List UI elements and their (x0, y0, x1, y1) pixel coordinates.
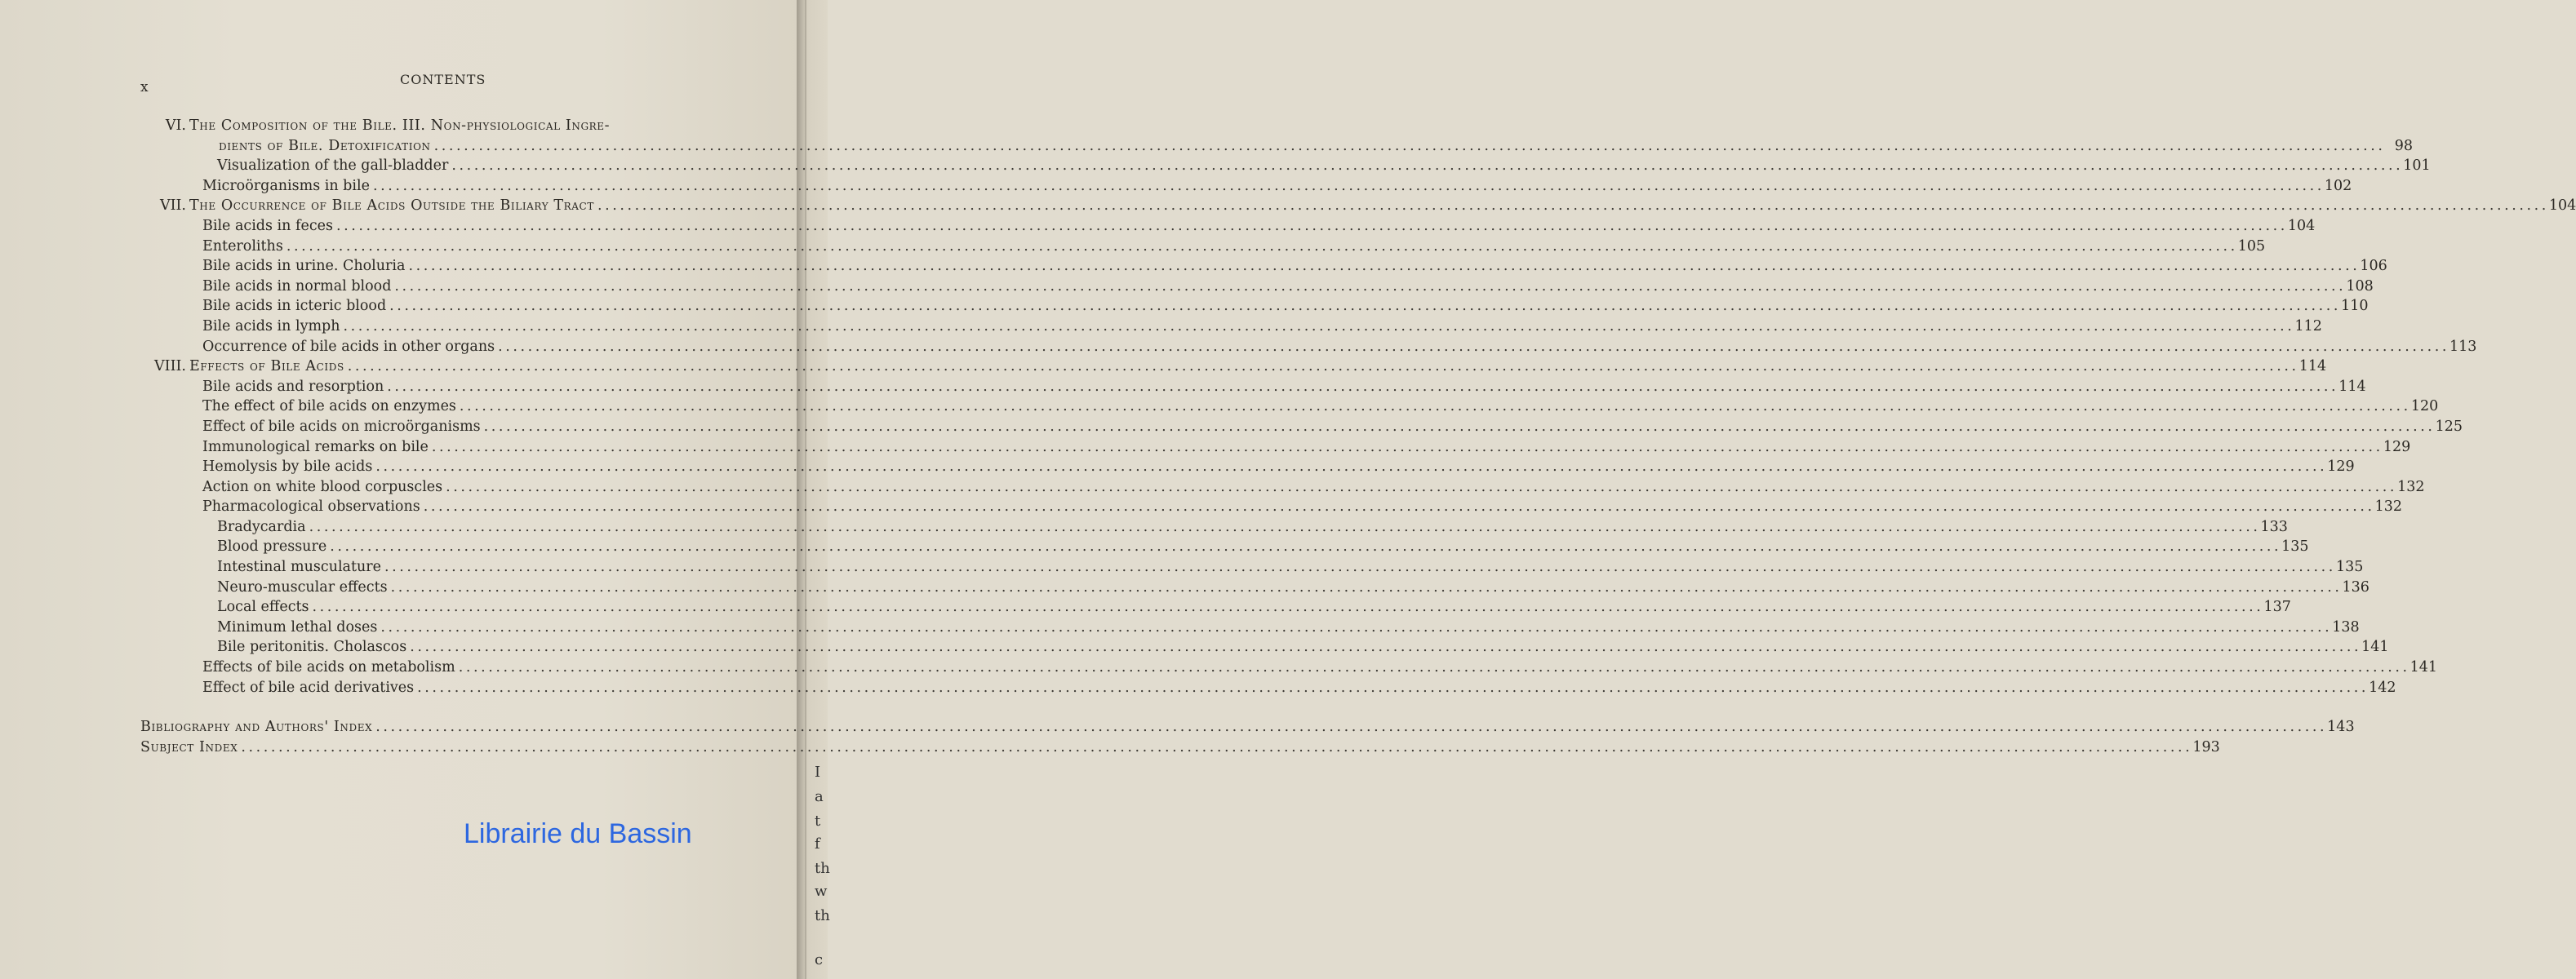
chapter-number: VII. (159, 197, 186, 215)
page-ref: 143 (2327, 719, 2355, 736)
chapter-title: The Composition of the Bile. III. Non-physiological Ingre- (189, 117, 611, 134)
entry-title: Bile acids in feces (202, 217, 333, 234)
toc-entry (140, 417, 2463, 437)
entry-title: Microörganisms in bile (202, 177, 370, 194)
entry-title: Visualization of the gall-bladder (217, 157, 449, 175)
page-ref: 142 (2369, 679, 2396, 696)
toc-entry (140, 457, 2355, 477)
toc-entry (140, 437, 2411, 458)
toc-chapter-entry (140, 357, 2327, 377)
adjacent-page-fragment: I (815, 764, 821, 781)
entry-title: Bile acids in normal blood (202, 277, 392, 295)
page-ref: 112 (2294, 317, 2322, 334)
dot-leader (391, 578, 2338, 598)
toc-entry (140, 658, 2438, 678)
chapter-number: VIII. (154, 358, 186, 375)
dot-leader (408, 256, 2356, 277)
running-head: CONTENTS (400, 72, 486, 87)
page-ref: 101 (2403, 157, 2431, 175)
page-ref: 133 (2260, 518, 2288, 535)
dot-leader (424, 497, 2371, 517)
entry-title: The effect of bile acids on enzymes (202, 398, 456, 415)
page-ref: 132 (2397, 478, 2425, 495)
page-ref: 113 (2449, 338, 2477, 355)
dot-leader (384, 557, 2332, 578)
page-ref: 120 (2410, 398, 2439, 415)
page-ref: 135 (2335, 559, 2364, 576)
chapter-title: The Occurrence of Bile Acids Outside the Biliary Tract (189, 197, 594, 215)
toc-entry (140, 176, 2352, 197)
page-number: x (140, 79, 149, 95)
dot-leader (380, 618, 2328, 638)
page-ref: 98 (2394, 137, 2413, 154)
dot-leader (313, 597, 2260, 618)
seller-watermark: Librairie du Bassin (464, 818, 692, 849)
dot-leader (387, 377, 2334, 397)
dot-leader (375, 717, 2323, 738)
page-ref: 129 (2383, 438, 2411, 455)
page-ref: 125 (2435, 418, 2463, 435)
entry-title: Neuro-muscular effects (217, 578, 388, 596)
adjacent-page-fragment: t (815, 813, 821, 830)
page-ref: 138 (2332, 618, 2360, 636)
dot-leader (394, 277, 2342, 297)
toc-entry (140, 216, 2316, 237)
toc-entry (140, 296, 2369, 317)
dot-leader (446, 477, 2393, 498)
toc-entry (140, 477, 2425, 498)
adjacent-page-fragment: w (815, 883, 828, 900)
dot-leader (451, 156, 2399, 176)
dot-leader (241, 738, 2188, 758)
toc-entry (140, 377, 2366, 397)
dot-leader (432, 437, 2379, 458)
toc-entry (140, 317, 2322, 337)
chapter-title: Effects of Bile Acids (189, 358, 344, 375)
dot-leader (417, 678, 2365, 698)
entry-title: Effects of bile acids on metabolism (202, 659, 455, 676)
page-ref: 106 (2360, 258, 2387, 275)
adjacent-page-fragment: f (815, 835, 820, 853)
toc-entry (140, 277, 2374, 297)
dot-leader (330, 537, 2277, 557)
table-of-contents (140, 116, 2576, 757)
dot-leader (410, 637, 2357, 658)
entry-title: Bradycardia (217, 518, 306, 535)
entry-title: Effect of bile acid derivatives (202, 679, 415, 696)
dot-leader (344, 317, 2291, 337)
toc-subentry (140, 578, 2369, 598)
entry-title: Immunological remarks on bile (202, 438, 429, 455)
page-ref: 193 (2192, 738, 2220, 755)
dot-leader (460, 396, 2407, 417)
dot-leader (286, 237, 2234, 257)
entry-title: Bile peritonitis. Cholascos (217, 639, 407, 656)
toc-chapter-continuation (140, 136, 2413, 157)
dot-leader (434, 136, 2382, 157)
page-ref: 132 (2374, 498, 2403, 516)
toc-subentry (140, 537, 2309, 557)
page-ref: 129 (2327, 458, 2355, 476)
dot-leader (375, 457, 2323, 477)
entry-title: Occurrence of bile acids in other organs (202, 338, 495, 355)
toc-entry (140, 497, 2403, 517)
section-gap (140, 698, 754, 717)
toc-entry (140, 237, 2266, 257)
entry-title: Subject Index (140, 738, 238, 755)
dot-leader (389, 296, 2337, 317)
dot-leader (597, 196, 2545, 216)
toc-entry (140, 256, 2387, 277)
entry-title: Hemolysis by bile acids (202, 458, 373, 476)
page-ref: 136 (2342, 578, 2369, 596)
page-ref: 141 (2409, 659, 2438, 676)
entry-title: Bile acids in icteric blood (202, 298, 387, 315)
dot-leader (348, 357, 2295, 377)
dot-leader (373, 176, 2321, 197)
entry-title: Intestinal musculature (217, 559, 382, 576)
entry-title: Effect of bile acids on microörganisms (202, 418, 481, 435)
toc-back-matter-entry (140, 738, 2220, 758)
entry-title: Local effects (217, 599, 309, 616)
toc-subentry (140, 637, 2389, 658)
page-ref: 137 (2263, 599, 2291, 616)
entry-title: Pharmacological observations (202, 498, 420, 516)
toc-subentry (140, 618, 2360, 638)
page-ref: 141 (2361, 639, 2389, 656)
adjacent-page-fragment: th (815, 907, 830, 924)
page-ref: 104 (2548, 197, 2576, 215)
toc-entry (140, 396, 2439, 417)
toc-subentry (140, 517, 2288, 538)
entry-title: Bibliography and Authors' Index (140, 719, 373, 736)
entry-title: Minimum lethal doses (217, 618, 378, 636)
page-ref: 114 (2298, 358, 2327, 375)
adjacent-page-fragment: th (815, 860, 830, 877)
page-ref: 108 (2346, 277, 2374, 295)
entry-title: Enteroliths (202, 237, 283, 255)
toc-subentry (140, 597, 2291, 618)
toc-chapter-entry (140, 116, 754, 136)
toc-chapter-entry (140, 196, 2576, 216)
toc-entry (140, 156, 2431, 176)
toc-entry (140, 678, 2396, 698)
toc-subentry (140, 557, 2364, 578)
entry-title: Blood pressure (217, 538, 327, 556)
entry-title: Bile acids and resorption (202, 378, 384, 395)
chapter-title-continued: dients of Bile. Detoxification (219, 137, 431, 154)
dot-leader (336, 216, 2284, 237)
page-ref: 135 (2281, 538, 2309, 556)
chapter-number: VI. (165, 117, 186, 134)
toc-entry (140, 337, 2477, 357)
page-ref: 105 (2237, 237, 2266, 255)
dot-leader (459, 658, 2406, 678)
entry-title: Action on white blood corpuscles (202, 478, 443, 495)
adjacent-page-fragment: a (815, 788, 824, 805)
page-ref: 110 (2341, 298, 2369, 315)
page-ref: 114 (2338, 378, 2366, 395)
dot-leader (484, 417, 2432, 437)
page-ref: 102 (2324, 177, 2352, 194)
entry-title: Bile acids in lymph (202, 317, 340, 334)
dot-leader (498, 337, 2445, 357)
entry-title: Bile acids in urine. Choluria (202, 258, 406, 275)
adjacent-page-fragment: c (815, 951, 824, 968)
dot-leader (309, 517, 2257, 538)
toc-back-matter-entry (140, 717, 2355, 738)
page-ref: 104 (2287, 217, 2316, 234)
